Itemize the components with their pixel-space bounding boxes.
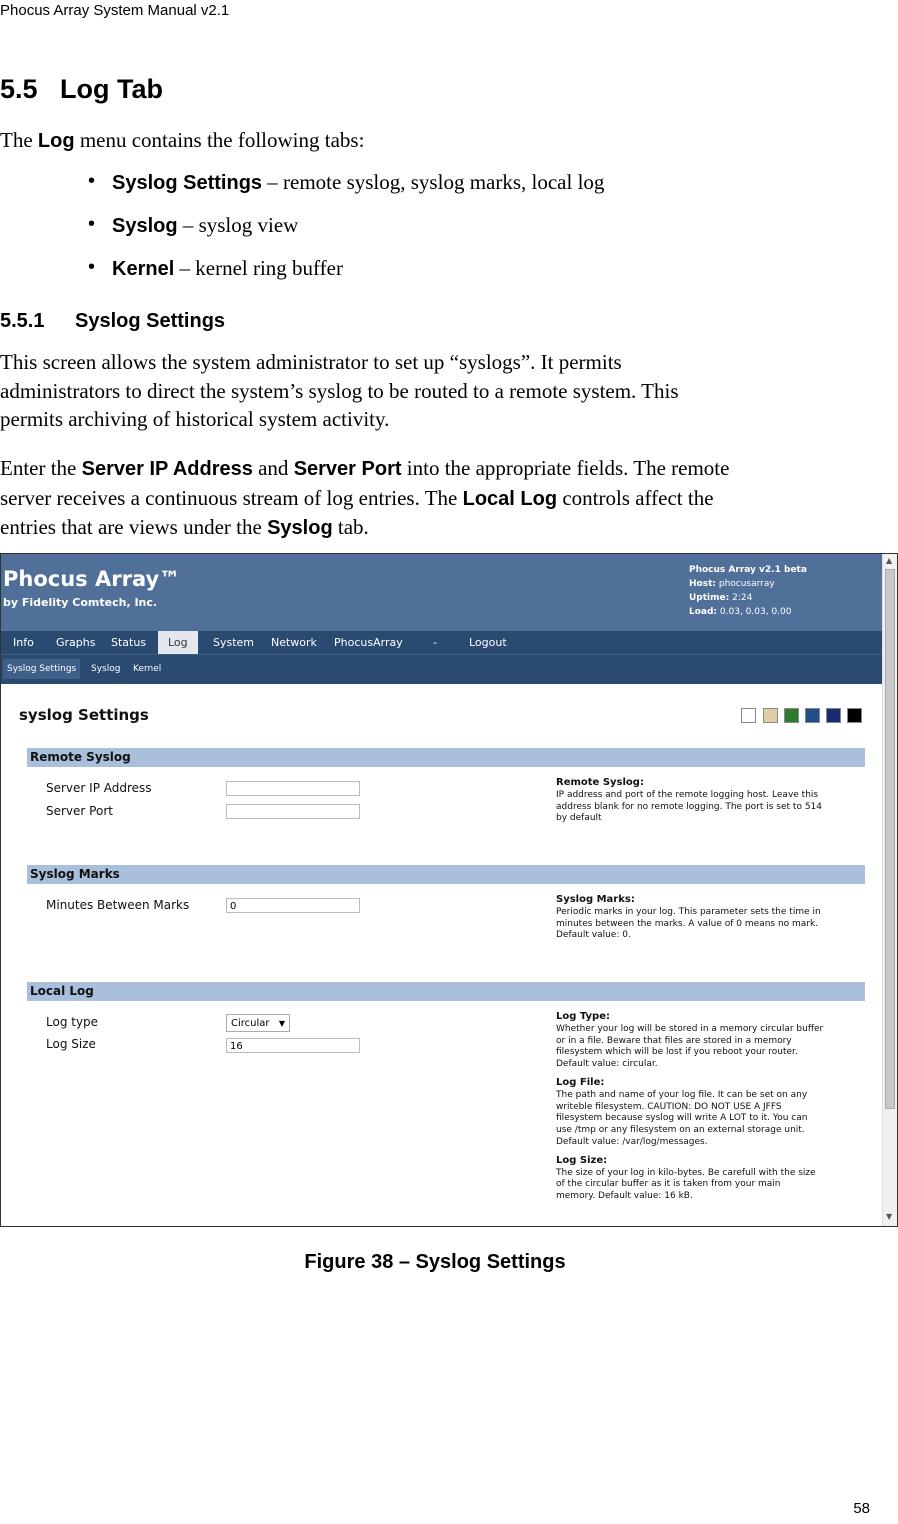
- menu-system[interactable]: System: [213, 636, 255, 649]
- page-title: syslog Settings: [19, 706, 149, 724]
- subsection-title: Syslog Settings: [75, 310, 226, 332]
- help-line: Periodic marks in your log. This parameter sets the time in: [556, 906, 821, 917]
- section-title: Log Tab: [60, 74, 163, 104]
- minutes-between-marks-input[interactable]: 0: [226, 898, 360, 913]
- uptime-value: 2:24: [732, 593, 753, 603]
- theme-swatch-black[interactable]: [847, 708, 862, 723]
- section-local-log: Local Log: [27, 982, 865, 1001]
- help-title: Log Type:: [556, 1011, 610, 1022]
- help-title: Syslog Marks:: [556, 894, 635, 905]
- paragraph-line: administrators to direct the system’s syslog to be routed to a remote system. This: [0, 378, 679, 403]
- server-port-input[interactable]: [226, 804, 360, 819]
- log-size-label: Log Size: [46, 1037, 96, 1051]
- minutes-between-marks-label: Minutes Between Marks: [46, 898, 190, 912]
- bold-run: Syslog: [267, 517, 333, 539]
- intro-suffix: menu contains the following tabs:: [74, 128, 365, 152]
- figure-caption: Figure 38 – Syslog Settings: [304, 1251, 566, 1273]
- syslog-settings-screenshot: [0, 553, 898, 1227]
- brand-subtitle: by Fidelity Comtech, Inc.: [3, 596, 158, 609]
- menu-status[interactable]: Status: [111, 636, 147, 649]
- theme-swatch-navy[interactable]: [826, 708, 841, 723]
- system-info: [689, 563, 807, 619]
- section-heading: [0, 74, 163, 105]
- host-label: Host:: [689, 579, 716, 589]
- text-run: server receives a continuous stream of log entries. The: [0, 485, 463, 510]
- log-type-selected: Circular: [231, 1018, 270, 1029]
- paragraph-line: This screen allows the system administrator to set up “syslogs”. It permits: [0, 350, 622, 374]
- sub-menu: [1, 654, 882, 684]
- log-type-label: Log type: [46, 1015, 99, 1029]
- help-line: The path and name of your log file. It can be set on any: [556, 1089, 808, 1100]
- intro-bold: Log: [37, 130, 75, 152]
- log-size-input[interactable]: 16: [226, 1038, 360, 1053]
- bullet-text: – kernel ring buffer: [174, 256, 343, 280]
- server-port-label: Server Port: [46, 804, 113, 818]
- bold-run: Server Port: [293, 458, 402, 480]
- intro-paragraph: [0, 126, 890, 156]
- bullet-text: – syslog view: [177, 213, 299, 237]
- host-value: phocusarray: [718, 579, 775, 589]
- chevron-down-icon: ▼: [278, 1019, 285, 1028]
- tab-kernel[interactable]: Kernel: [133, 664, 162, 674]
- bullet-bold: Kernel: [112, 258, 175, 280]
- theme-swatch-tan[interactable]: [763, 708, 778, 723]
- server-ip-label: Server IP Address: [46, 781, 152, 795]
- scroll-thumb[interactable]: [885, 569, 895, 1109]
- theme-swatch-white[interactable]: [741, 708, 756, 723]
- vertical-scrollbar[interactable]: [882, 554, 898, 1226]
- help-line: or in a file. Beware that files are stored in a memory: [556, 1035, 792, 1046]
- help-line: address blank for no remote logging. The port is set to 514: [556, 801, 822, 812]
- menu-info[interactable]: Info: [13, 636, 34, 649]
- scroll-up-icon[interactable]: ▲: [886, 556, 893, 565]
- help-title: Log File:: [556, 1076, 605, 1088]
- theme-swatch-green[interactable]: [784, 708, 799, 723]
- help-line: by default: [556, 813, 602, 824]
- help-line: IP address and port of the remote logging host. Leave this: [556, 789, 819, 800]
- bullet-dot-icon: •: [88, 213, 96, 235]
- subsection-number: 5.5.1: [0, 310, 45, 332]
- theme-swatch-blue[interactable]: [805, 708, 820, 723]
- brand-logo: Phocus Array™: [3, 567, 181, 591]
- help-line: Default value: /var/log/messages.: [556, 1136, 708, 1147]
- scroll-down-icon[interactable]: ▼: [886, 1212, 893, 1221]
- subsection-heading: [0, 310, 225, 333]
- main-menu: [1, 631, 882, 654]
- bullet-bold: Syslog: [112, 215, 178, 237]
- tab-syslog[interactable]: Syslog: [91, 664, 121, 674]
- help-line: The size of your log in kilo-bytes. Be carefull with the size: [556, 1167, 816, 1178]
- help-line: memory. Default value: 16 kB.: [556, 1191, 693, 1202]
- menu-logout[interactable]: Logout: [469, 636, 507, 649]
- help-line: filesystem which will be lost if you reboot your router.: [556, 1047, 798, 1058]
- log-type-select[interactable]: [226, 1014, 290, 1032]
- bullet-bold: Syslog Settings: [112, 172, 263, 194]
- settings-content: [1, 684, 882, 1226]
- bold-run: Server IP Address: [81, 458, 253, 480]
- tab-syslog-settings[interactable]: Syslog Settings: [3, 659, 80, 679]
- description-paragraph: [0, 348, 890, 434]
- bullet-text: – remote syslog, syslog marks, local log: [262, 170, 605, 194]
- instructions-paragraph: [0, 454, 890, 543]
- help-line: writeble filesystem. CAUTION: DO NOT USE A JFFS: [556, 1101, 782, 1112]
- local-log-help: [556, 1011, 861, 1203]
- text-run: entries that are views under the: [0, 515, 268, 539]
- section-number: 5.5: [0, 74, 38, 104]
- bold-run: Local Log: [462, 487, 558, 510]
- text-run: and: [252, 456, 294, 480]
- menu-separator: -: [433, 636, 437, 649]
- help-line: use /tmp or any filesystem on an external storage unit.: [556, 1125, 805, 1136]
- menu-phocusarray[interactable]: PhocusArray: [334, 636, 403, 649]
- running-header: Phocus Array System Manual v2.1: [0, 2, 230, 19]
- menu-log[interactable]: Log: [158, 631, 198, 654]
- server-ip-input[interactable]: [226, 781, 360, 796]
- help-title: Log Size:: [556, 1154, 608, 1166]
- syslog-marks-help: [556, 894, 861, 942]
- remote-syslog-help: [556, 777, 861, 825]
- load-label: Load:: [689, 607, 718, 617]
- text-run: into the appropriate fields. The remote: [401, 456, 730, 480]
- help-title: Remote Syslog:: [556, 777, 644, 788]
- intro-prefix: The: [0, 128, 38, 152]
- text-run: tab.: [332, 515, 369, 539]
- menu-network[interactable]: Network: [271, 636, 317, 649]
- bullet-dot-icon: •: [88, 170, 96, 192]
- help-line: Default value: 0.: [556, 930, 631, 941]
- help-line: filesystem because syslog will write A LOT to it. You can: [556, 1113, 808, 1124]
- load-value: 0.03, 0.03, 0.00: [719, 607, 792, 617]
- app-banner: [1, 554, 882, 631]
- page-number: 58: [853, 1500, 870, 1517]
- section-syslog-marks: Syslog Marks: [27, 865, 865, 884]
- bullet-dot-icon: •: [88, 256, 96, 278]
- section-remote-syslog: Remote Syslog: [27, 748, 865, 767]
- version-text: Phocus Array v2.1 beta: [689, 565, 807, 575]
- help-line: Whether your log will be stored in a memory circular buffer: [556, 1023, 824, 1034]
- help-line: Default value: circular.: [556, 1059, 658, 1070]
- help-line: minutes between the marks. A value of 0 means no mark.: [556, 918, 819, 929]
- text-run: Enter the: [0, 456, 82, 480]
- paragraph-line: permits archiving of historical system activity.: [0, 407, 390, 431]
- uptime-label: Uptime:: [689, 593, 730, 603]
- menu-graphs[interactable]: Graphs: [56, 636, 96, 649]
- help-line: of the circular buffer as it is taken from your main: [556, 1179, 781, 1190]
- text-run: controls affect the: [557, 485, 714, 510]
